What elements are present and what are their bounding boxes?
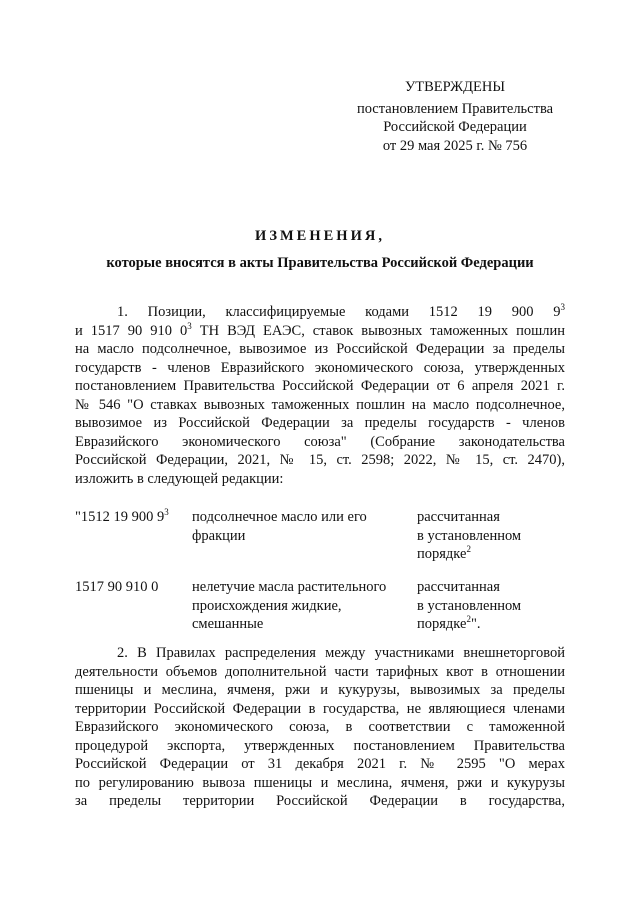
- text-line: и 1517 90 910 $0^3$ ТН ВЭД ЕАЭС, ставок вывозных таможенных пошлин: [75, 320, 566, 339]
- text-line: Евразийского экономического союза" (Собрание законодательства: [75, 433, 565, 450]
- text-line: Евразийского экономического союза, в соответствии с таможенной: [75, 719, 565, 735]
- text-line: № 546 "О ставках вывозных таможенных пошлин на масло подсолнечное,: [75, 396, 565, 413]
- text-line: территории Российской Федерации в государства, не являющиеся членами: [75, 700, 565, 717]
- approved-line-1: постановлением Правительства: [356, 100, 554, 117]
- approved-heading: УТВЕРЖДЕНЫ: [404, 79, 506, 95]
- cell-line: происхождения жидкие,: [192, 597, 342, 614]
- text-line: Российской Федерации, 2021, № 15, ст. 2598; 2022, № 15, ст. 2470),: [75, 452, 565, 468]
- document-subtitle: которые вносятся в акты Правительства Российской Федерации: [106, 255, 534, 271]
- text-line: за пределы территории Российской Федерации в государства,: [75, 793, 565, 809]
- cell-line: рассчитанная: [417, 509, 500, 525]
- approved-line-2: Российской Федерации: [383, 119, 527, 135]
- cell-line: фракции: [192, 527, 246, 544]
- approved-line-3: от 29 мая 2025 г. № 756: [382, 137, 528, 154]
- text-line: на масло подсолнечное, вывозимое из Российской Федерации за пределы: [75, 341, 565, 357]
- table-cell-name: [192, 508, 412, 545]
- text-line: государств - членов Евразийского экономического союза, утвержденных: [75, 359, 565, 376]
- cell-line: нелетучие масла растительного: [192, 579, 387, 595]
- cell-line: рассчитанная: [417, 579, 500, 595]
- cell-line: в установленном: [417, 597, 522, 614]
- approval-stamp-block: [330, 78, 580, 155]
- table-cell-code: "1512 19 900 $9^3$: [75, 507, 169, 525]
- table-cell-rate: [417, 508, 567, 564]
- cell-line: подсолнечное масло или его: [192, 509, 367, 525]
- text-line: постановлением Правительства Российской Федерации от 6 апреля 2021 г.: [75, 378, 565, 394]
- paragraph-2: [75, 644, 565, 811]
- text-line: Российской Федерации от 31 декабря 2021 г. № 2595 "О мерах: [75, 756, 565, 772]
- document-title: ИЗМЕНЕНИЯ,: [255, 228, 385, 244]
- cell-line: порядке$^2$".: [417, 614, 481, 632]
- table-cell-code: 1517 90 910 0: [75, 579, 159, 595]
- table-cell-rate: [417, 578, 567, 634]
- text-line: пшеницы и меслина, ячменя, ржи и кукурузы, вывозимых за пределы: [75, 682, 565, 698]
- cell-line: порядке$^2$: [417, 544, 471, 562]
- text-line: изложить в следующей редакции:: [75, 470, 284, 487]
- text-line: процедурой экспорта, утвержденных постановлением Правительства: [75, 737, 565, 754]
- paragraph-1: [75, 303, 565, 488]
- text-line: 1. Позиции, классифицируемые кодами 1512 19 900 $9^3$: [117, 302, 565, 320]
- cell-line: в установленном: [417, 527, 522, 544]
- cell-line: смешанные: [192, 616, 264, 632]
- text-line: по регулированию вывоза пшеницы и меслина, ячменя, ржи и кукурузы: [75, 774, 565, 791]
- table-cell-name: [192, 578, 412, 634]
- text-line: 2. В Правилах распределения между участниками внешнеторговой: [117, 645, 565, 661]
- text-line: деятельности объемов дополнительной части тарифных квот в отношении: [75, 663, 565, 680]
- text-line: вывозимое из Российской Федерации за пределы государств - членов: [75, 415, 565, 431]
